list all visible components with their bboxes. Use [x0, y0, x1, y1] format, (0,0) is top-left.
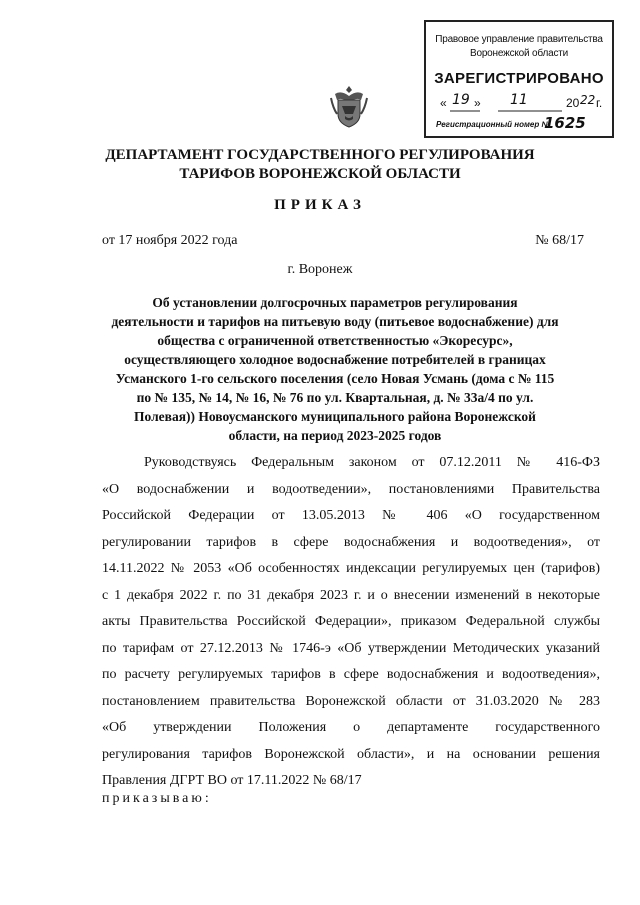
stamp-date	[440, 92, 603, 114]
title-line: по № 135, № 14, № 16, № 76 по ул. Квартальная, д. № 33а/4 по ул.	[136, 390, 534, 405]
order-number: № 68/17	[535, 233, 584, 248]
body-line: «Об утверждении Положения о департаменте государственного	[102, 720, 600, 735]
document-type: ПРИКАЗ	[274, 197, 366, 213]
coat-of-arms-icon	[329, 84, 369, 130]
stamp-day-close: »	[474, 96, 481, 110]
body-line: Правления ДГРТ ВО от 17.11.2022 № 68/17	[102, 773, 362, 788]
stamp-year-end: г.	[596, 96, 603, 110]
body-line: акты Правительства Российской Федерации», приказом Федеральной службы	[102, 614, 600, 629]
body-line: по тарифам от 27.12.2013 № 1746-э «Об утверждении Методических указаний	[102, 640, 600, 656]
title-line: Об установлении долгосрочных параметров регулирования	[152, 295, 518, 310]
title-line: Полевая)) Новоусманского муниципального района Воронежской	[134, 409, 536, 424]
body-line: с 1 декабря 2022 г. по 31 декабря 2023 г. и о внесении изменений в некоторые	[102, 587, 600, 603]
order-closing: приказываю:	[102, 791, 212, 806]
stamp-day: 19	[452, 92, 470, 108]
body-line: 14.11.2022 № 2053 «Об особенностях индексации регулируемых цен (тарифов)	[102, 561, 600, 576]
order-city: г. Воронеж	[287, 262, 353, 277]
title-line: области, на период 2023-2025 годов	[228, 428, 442, 443]
title-line: деятельности и тарифов на питьевую воду (питьевое водоснабжение) для	[111, 314, 559, 329]
stamp-reg-value: 1625	[544, 114, 586, 132]
stamp-day-open: «	[440, 96, 447, 110]
stamp-authority: Правовое управление правительства	[435, 34, 603, 45]
title-line: общества с ограниченной ответственностью «Экоресурс»,	[157, 333, 513, 348]
stamp-registered: ЗАРЕГИСТРИРОВАНО	[434, 70, 604, 87]
stamp-region: Воронежской области	[469, 48, 569, 59]
body-line: Руководствуясь Федеральным законом от 07.12.2011 № 416-ФЗ	[144, 455, 600, 470]
body-line: Российской Федерации от 13.05.2013 № 406 «О государственном	[102, 508, 600, 523]
body-line: по расчету регулируемых тарифов в сфере водоснабжения и водоотведения»,	[102, 667, 600, 682]
department-name-line2: ТАРИФОВ ВОРОНЕЖСКОЙ ОБЛАСТИ	[179, 166, 461, 182]
body-line: постановлением правительства Воронежской области от 31.03.2020 № 283	[102, 693, 600, 709]
order-body	[102, 450, 600, 795]
body-line: регулировании тарифов в сфере водоснабжения и водоотведения», от	[102, 534, 600, 550]
title-line: Усманского 1-го сельского поселения (село Новая Усмань (дома с № 115	[115, 371, 555, 386]
department-name-line1: ДЕПАРТАМЕНТ ГОСУДАРСТВЕННОГО РЕГУЛИРОВАНИЯ	[105, 147, 535, 163]
stamp-year-suffix: 22	[580, 93, 596, 107]
body-line: «О водоснабжении и водоотведении», постановлениями Правительства	[102, 481, 600, 497]
stamp-date-underline	[450, 110, 610, 114]
registration-stamp	[424, 20, 614, 138]
order-title	[96, 293, 574, 445]
stamp-reg-label: Регистрационный номер №	[436, 120, 551, 129]
title-line: осуществляющего холодное водоснабжение потребителей в границах	[124, 352, 546, 367]
order-date: от 17 ноября 2022 года	[102, 233, 238, 248]
stamp-year-prefix: 20	[566, 96, 580, 110]
stamp-reg-number	[436, 114, 604, 132]
body-line: регулирования тарифов Воронежской области», и на основании решения	[102, 746, 600, 762]
stamp-month: 11	[510, 92, 528, 108]
